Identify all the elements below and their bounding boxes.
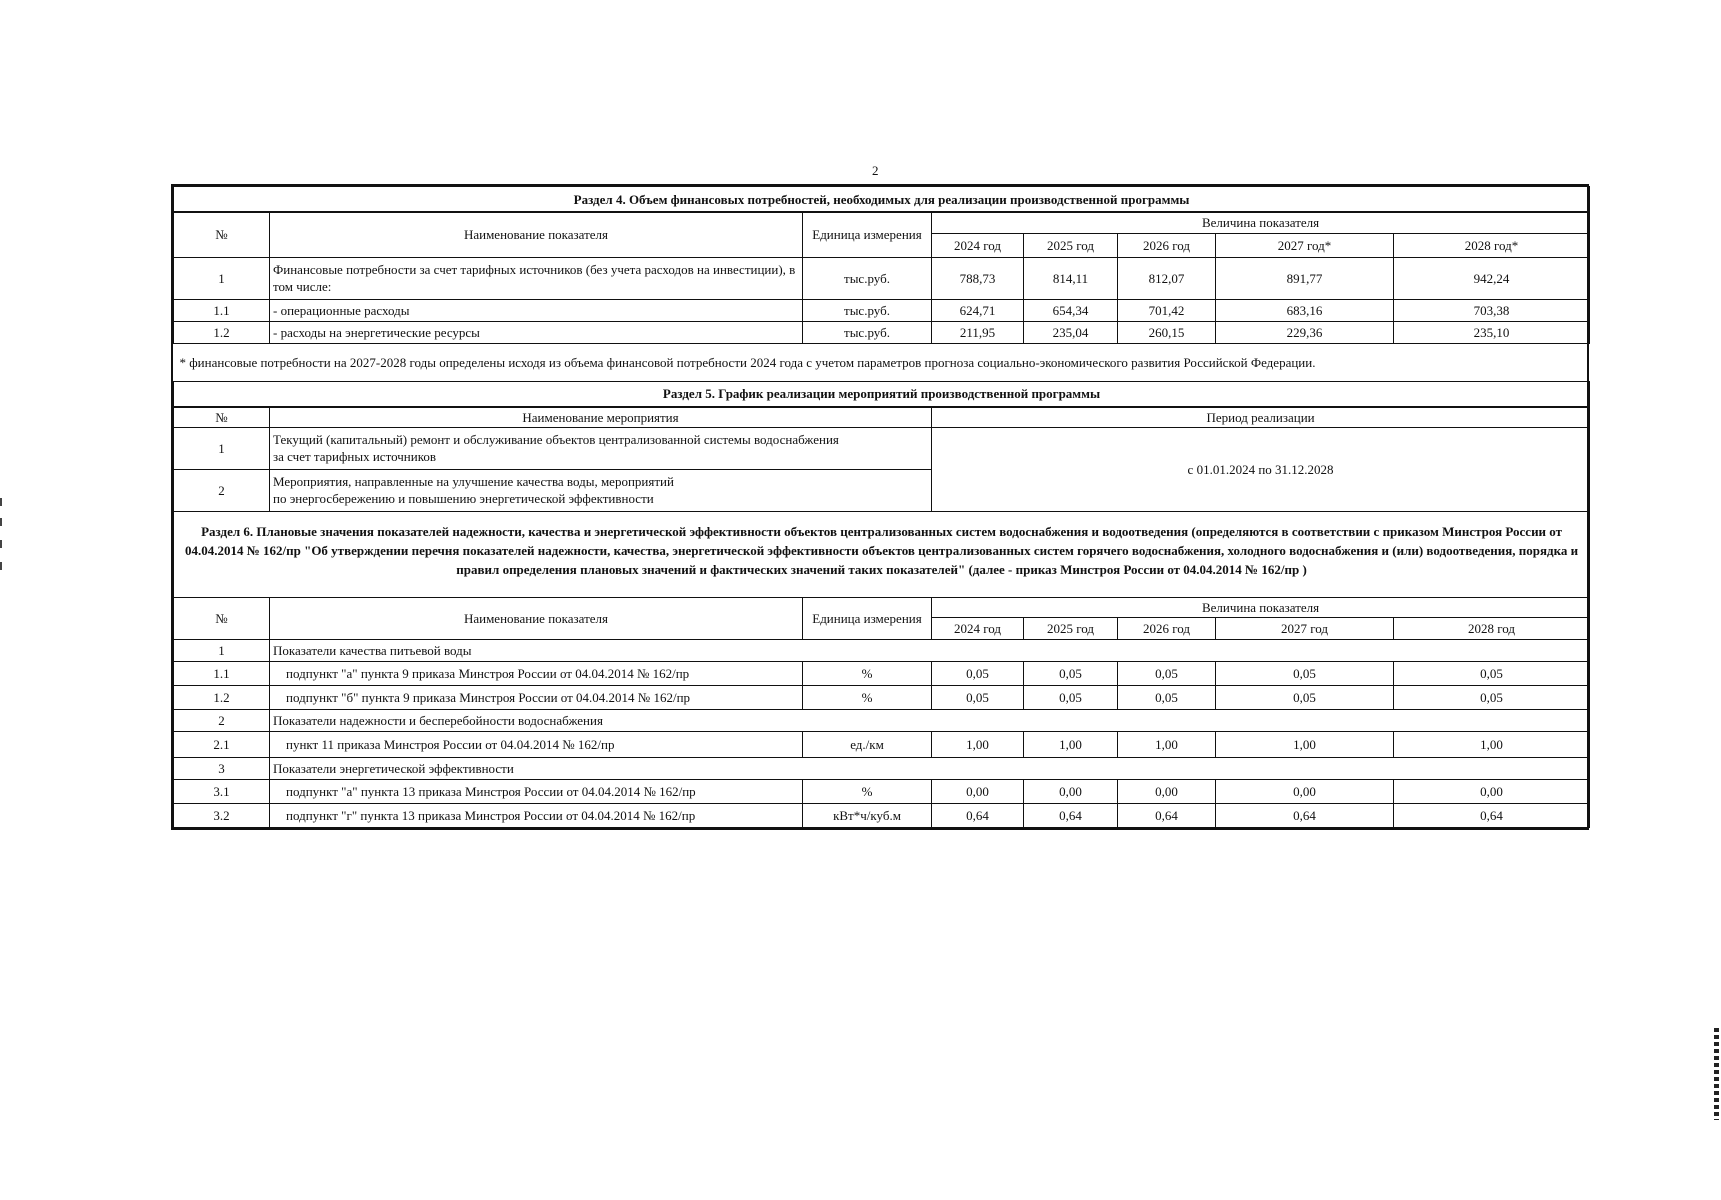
row-unit: % xyxy=(803,661,932,685)
row-unit: тыс.руб. xyxy=(803,321,932,343)
year-header: 2027 год* xyxy=(1216,233,1394,257)
row-value: 0,05 xyxy=(1024,685,1118,709)
row-value: 0,05 xyxy=(1216,661,1394,685)
col-header-no: № xyxy=(174,597,270,639)
table-row xyxy=(174,321,1590,343)
group-name: Показатели надежности и бесперебойности водоснабжения xyxy=(270,709,1590,731)
row-unit: ед./км xyxy=(803,731,932,757)
row-unit: % xyxy=(803,779,932,803)
row-value: 1,00 xyxy=(1118,731,1216,757)
table-row xyxy=(174,685,1590,709)
row-number: 3.2 xyxy=(174,803,270,827)
section5-title: Раздел 5. График реализации мероприятий производственной программы xyxy=(174,381,1590,407)
col-header-name: Наименование мероприятия xyxy=(270,407,932,428)
year-header: 2024 год xyxy=(932,233,1024,257)
implementation-period: с 01.01.2024 по 31.12.2028 xyxy=(932,427,1590,511)
row-value: 891,77 xyxy=(1216,257,1394,299)
row-value: 0,00 xyxy=(1024,779,1118,803)
group-row xyxy=(174,709,1590,731)
year-header: 2026 год xyxy=(1118,617,1216,639)
row-value: 1,00 xyxy=(932,731,1024,757)
row-unit: % xyxy=(803,685,932,709)
col-header-no: № xyxy=(174,212,270,257)
year-header: 2024 год xyxy=(932,617,1024,639)
row-value: 0,05 xyxy=(932,685,1024,709)
col-header-unit: Единица измерения xyxy=(803,212,932,257)
row-value: 788,73 xyxy=(932,257,1024,299)
row-name: подпункт "б" пункта 9 приказа Минстроя России от 04.04.2014 № 162/пр xyxy=(270,685,803,709)
row-value: 814,11 xyxy=(1024,257,1118,299)
row-name: - операционные расходы xyxy=(270,299,803,321)
group-row xyxy=(174,757,1590,779)
col-header-name: Наименование показателя xyxy=(270,212,803,257)
document-table-frame xyxy=(171,184,1589,830)
row-name: подпункт "а" пункта 9 приказа Минстроя России от 04.04.2014 № 162/пр xyxy=(270,661,803,685)
row-name: пункт 11 приказа Минстроя России от 04.04.2014 № 162/пр xyxy=(270,731,803,757)
scan-registration-mark xyxy=(1714,1028,1719,1120)
group-number: 3 xyxy=(174,757,270,779)
row-value: 260,15 xyxy=(1118,321,1216,343)
document-table xyxy=(173,186,1590,828)
row-number: 3.1 xyxy=(174,779,270,803)
group-name: Показатели энергетической эффективности xyxy=(270,757,1590,779)
row-value: 0,00 xyxy=(1118,779,1216,803)
year-header: 2026 год xyxy=(1118,233,1216,257)
col-header-unit: Единица измерения xyxy=(803,597,932,639)
table-row xyxy=(174,731,1590,757)
scan-edge-mark xyxy=(0,540,2,548)
section6-title: Раздел 6. Плановые значения показателей надежности, качества и энергетической эффективности объектов централизованных систем водоснабжения и водоотведения (определяются в соответствии с приказом Минстроя России от 04.04.2014 № 162/пр "Об утверждении перечня показателей надежности, качества, энергетической эффективности объектов централизованных систем горячего водоснабжения, холодного водоснабжения и (или) водоотведения, порядка и правил определения плановых значений и фактических значений таких показателей" (далее - приказ Минстроя России от 04.04.2014 № 162/пр ) xyxy=(174,511,1590,597)
row-name: подпункт "г" пункта 13 приказа Минстроя России от 04.04.2014 № 162/пр xyxy=(270,803,803,827)
year-header: 2027 год xyxy=(1216,617,1394,639)
row-value: 0,05 xyxy=(1394,685,1590,709)
row-value: 701,42 xyxy=(1118,299,1216,321)
row-value: 0,05 xyxy=(1118,661,1216,685)
row-number: 1.2 xyxy=(174,321,270,343)
row-name-line: Текущий (капитальный) ремонт и обслуживание объектов централизованной системы водоснабжения xyxy=(273,432,839,447)
year-header: 2028 год xyxy=(1394,617,1590,639)
page-number: 2 xyxy=(872,163,879,178)
group-row xyxy=(174,639,1590,661)
row-value: 0,64 xyxy=(1024,803,1118,827)
row-value: 654,34 xyxy=(1024,299,1118,321)
row-number: 1 xyxy=(174,257,270,299)
col-header-period: Период реализации xyxy=(932,407,1590,428)
row-name-line: по энергосбережению и повышению энергетической эффективности xyxy=(273,491,654,506)
table-row xyxy=(174,299,1590,321)
row-value: 624,71 xyxy=(932,299,1024,321)
scan-edge-mark xyxy=(0,498,2,506)
section4-footnote: * финансовые потребности на 2027-2028 годы определены исходя из объема финансовой потребности 2024 года с учетом параметров прогноза социально-экономического развития Российской Федерации. xyxy=(174,343,1590,381)
row-number: 1 xyxy=(174,427,270,469)
row-number: 2 xyxy=(174,469,270,511)
table-row xyxy=(174,779,1590,803)
row-number: 1.1 xyxy=(174,661,270,685)
year-header: 2028 год* xyxy=(1394,233,1590,257)
row-name xyxy=(270,469,932,511)
row-value: 0,05 xyxy=(1216,685,1394,709)
row-name: Финансовые потребности за счет тарифных источников (без учета расходов на инвестиции), в том числе: xyxy=(270,257,803,299)
row-value: 683,16 xyxy=(1216,299,1394,321)
row-value: 0,00 xyxy=(1216,779,1394,803)
row-name: подпункт "а" пункта 13 приказа Минстроя России от 04.04.2014 № 162/пр xyxy=(270,779,803,803)
table-row xyxy=(174,661,1590,685)
row-number: 1.1 xyxy=(174,299,270,321)
row-unit: тыс.руб. xyxy=(803,299,932,321)
col-header-name: Наименование показателя xyxy=(270,597,803,639)
row-unit: кВт*ч/куб.м xyxy=(803,803,932,827)
row-value: 1,00 xyxy=(1394,731,1590,757)
row-value: 0,64 xyxy=(1394,803,1590,827)
row-name-line: за счет тарифных источников xyxy=(273,449,436,464)
row-value: 0,05 xyxy=(1118,685,1216,709)
row-name xyxy=(270,427,932,469)
row-name-line: Мероприятия, направленные на улучшение качества воды, мероприятий xyxy=(273,474,674,489)
row-value: 229,36 xyxy=(1216,321,1394,343)
row-value: 0,05 xyxy=(1024,661,1118,685)
col-header-value: Величина показателя xyxy=(932,212,1590,233)
row-value: 703,38 xyxy=(1394,299,1590,321)
col-header-value: Величина показателя xyxy=(932,597,1590,617)
section4-title: Раздел 4. Объем финансовых потребностей, необходимых для реализации производственной программы xyxy=(174,187,1590,213)
row-value: 0,05 xyxy=(1394,661,1590,685)
row-number: 1.2 xyxy=(174,685,270,709)
scan-edge-mark xyxy=(0,518,2,526)
year-header: 2025 год xyxy=(1024,233,1118,257)
row-value: 812,07 xyxy=(1118,257,1216,299)
row-value: 1,00 xyxy=(1024,731,1118,757)
row-value: 0,64 xyxy=(932,803,1024,827)
row-value: 235,10 xyxy=(1394,321,1590,343)
year-header: 2025 год xyxy=(1024,617,1118,639)
group-number: 1 xyxy=(174,639,270,661)
table-row xyxy=(174,427,1590,469)
row-value: 211,95 xyxy=(932,321,1024,343)
row-value: 0,64 xyxy=(1216,803,1394,827)
table-row xyxy=(174,803,1590,827)
row-value: 0,00 xyxy=(932,779,1024,803)
col-header-no: № xyxy=(174,407,270,428)
row-value: 1,00 xyxy=(1216,731,1394,757)
row-value: 0,05 xyxy=(932,661,1024,685)
row-name: - расходы на энергетические ресурсы xyxy=(270,321,803,343)
group-number: 2 xyxy=(174,709,270,731)
table-row xyxy=(174,257,1590,299)
scan-edge-mark xyxy=(0,562,2,570)
group-name: Показатели качества питьевой воды xyxy=(270,639,1590,661)
row-unit: тыс.руб. xyxy=(803,257,932,299)
row-value: 942,24 xyxy=(1394,257,1590,299)
row-value: 0,64 xyxy=(1118,803,1216,827)
row-value: 0,00 xyxy=(1394,779,1590,803)
row-number: 2.1 xyxy=(174,731,270,757)
row-value: 235,04 xyxy=(1024,321,1118,343)
